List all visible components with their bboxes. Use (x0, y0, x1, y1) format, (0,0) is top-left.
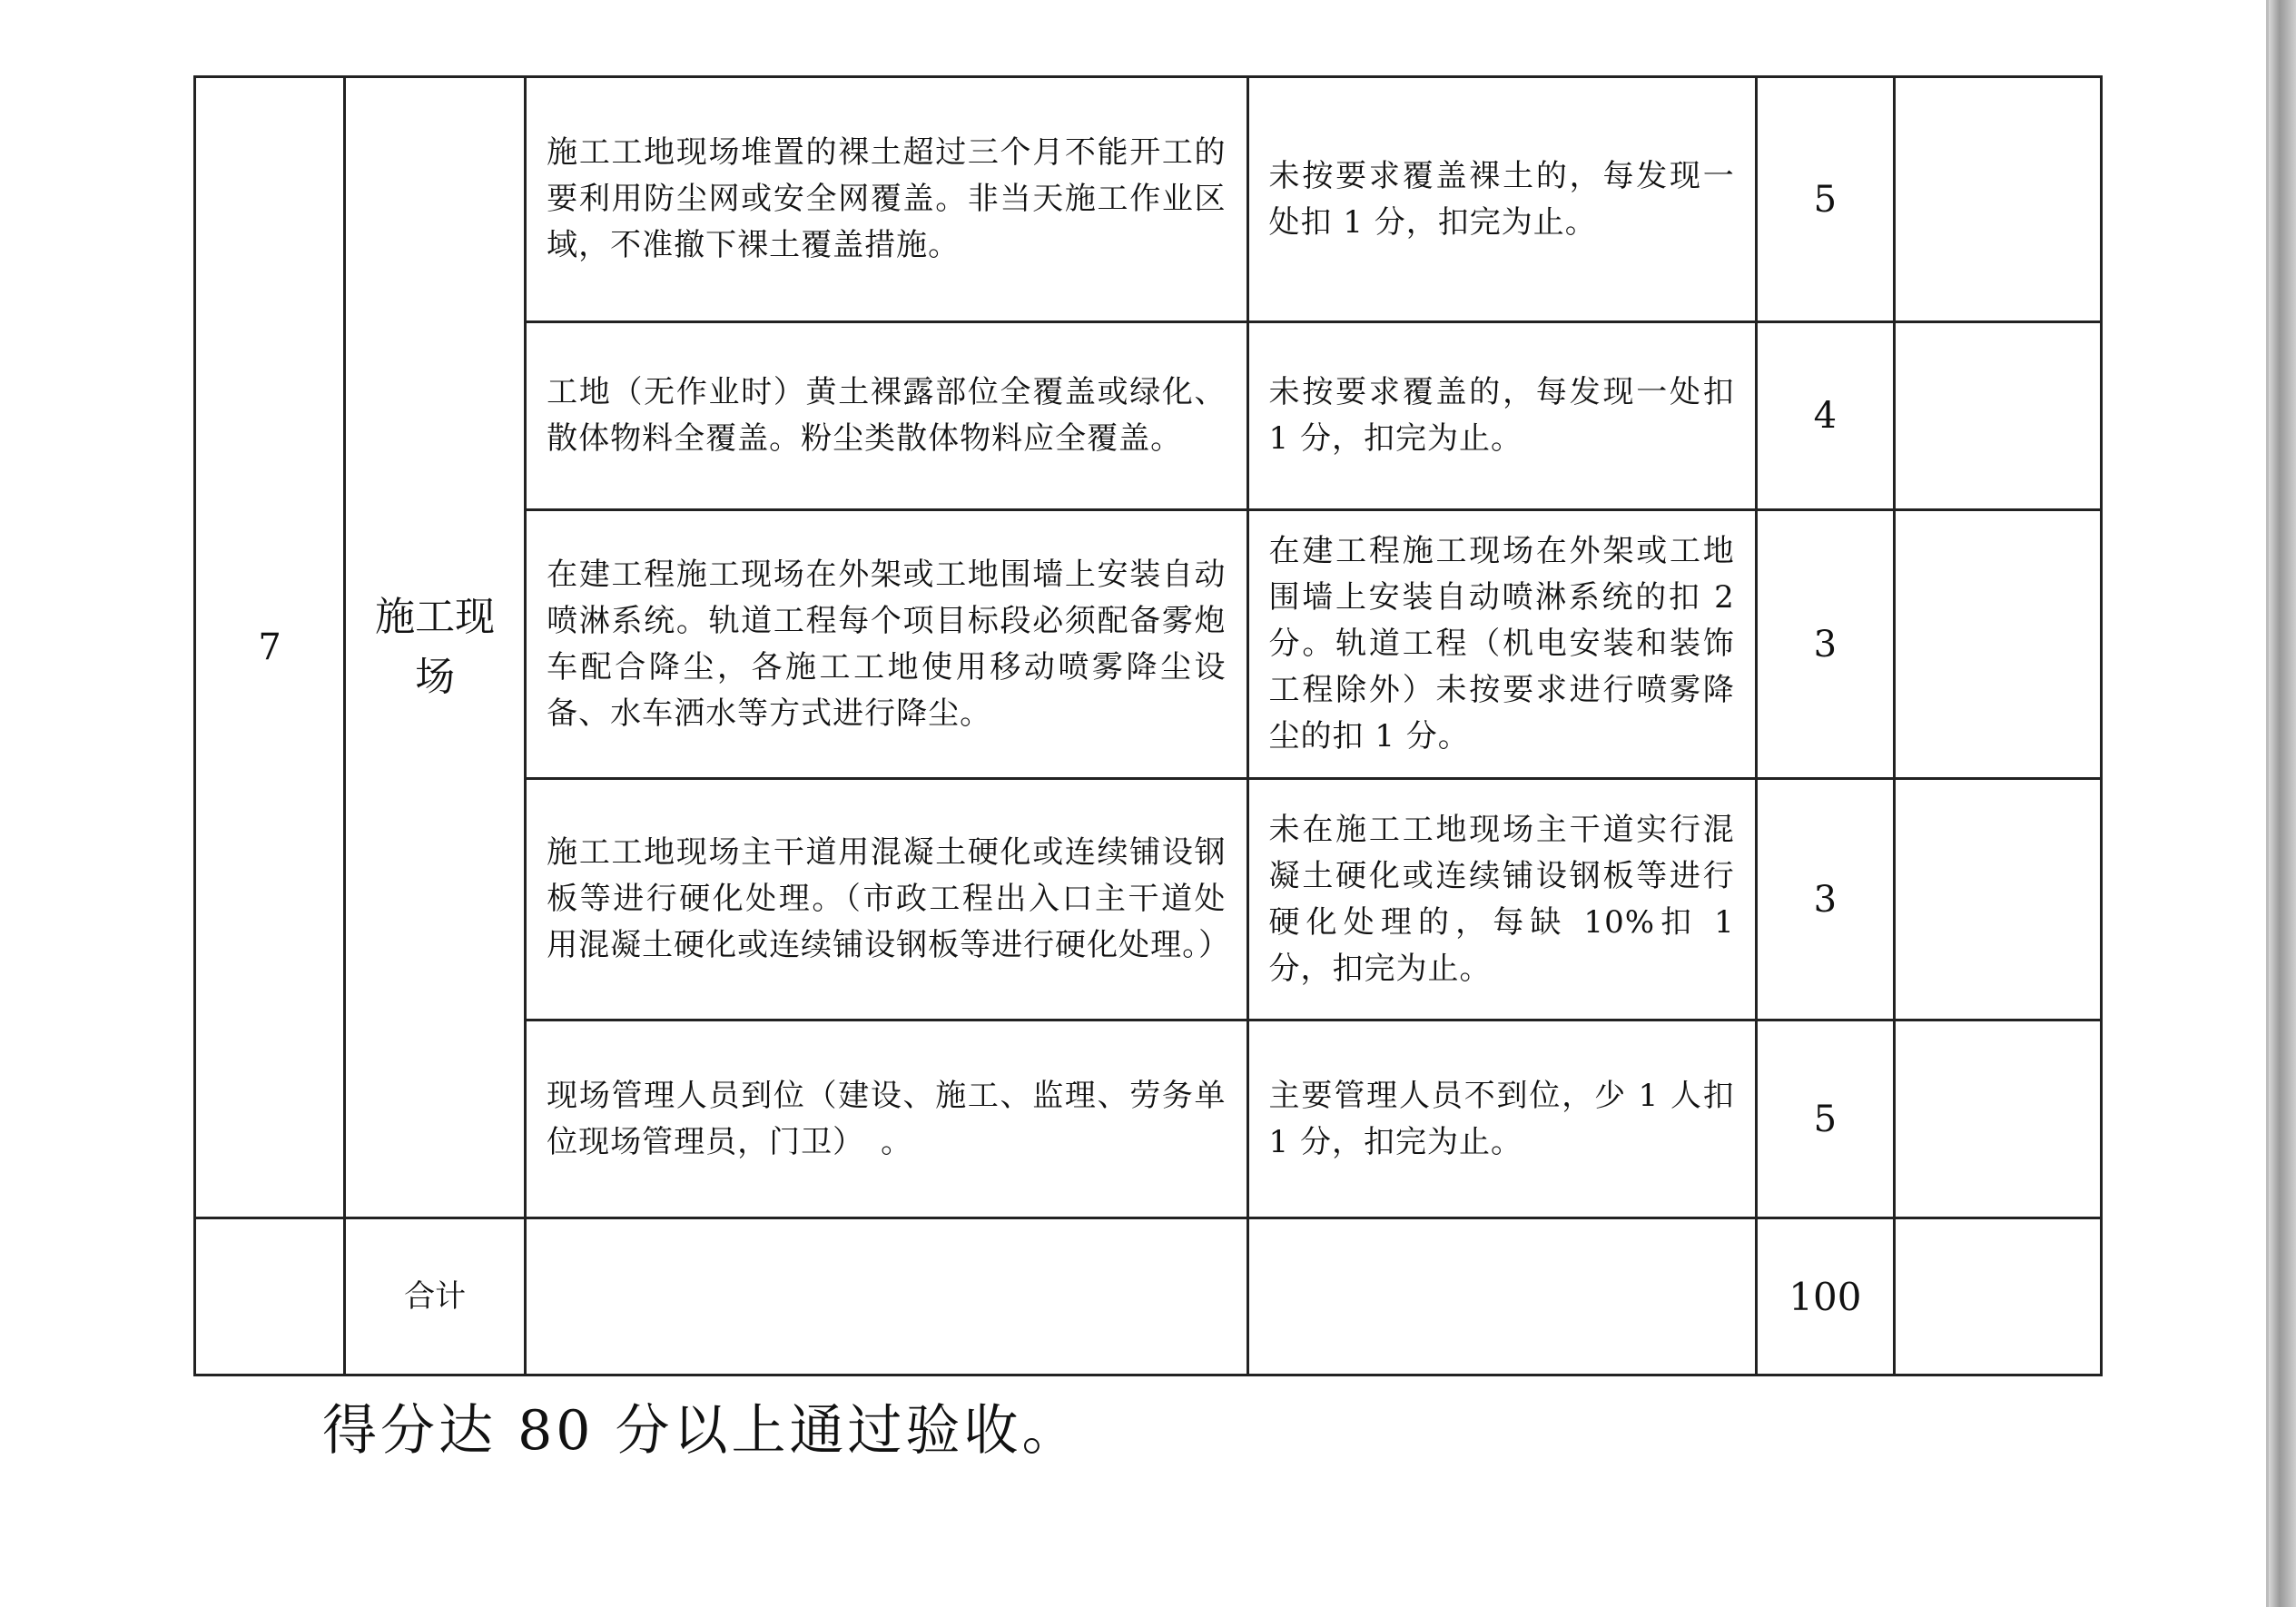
total-label: 合计 (404, 1278, 467, 1315)
inspection-score-table (193, 75, 2103, 1376)
standard-text: 现场管理人员到位（建设、施工、监理、劳务单位现场管理员，门卫） 。 (547, 1077, 1227, 1160)
deduction-text: 未按要求覆盖的，每发现一处扣 1 分，扣完为止。 (1268, 374, 1735, 457)
standard-text: 工地（无作业时）黄土裸露部位全覆盖或绿化、散体物料全覆盖。粉尘类散体物料应全覆盖。 (547, 374, 1227, 457)
score-cell (1894, 510, 2101, 779)
points-value: 5 (1813, 178, 1838, 221)
total-points-cell (1756, 1218, 1894, 1375)
points-cell (1756, 322, 1894, 510)
points-value: 3 (1813, 623, 1838, 665)
total-value: 100 (1789, 1274, 1862, 1319)
points-value: 3 (1813, 878, 1838, 921)
section-category-cell (345, 77, 526, 1218)
score-cell (1894, 779, 2101, 1020)
pass-criteria-note: 得分达 80 分以上通过验收。 (322, 1399, 1080, 1463)
standard-cell (526, 77, 1247, 322)
section-number: 7 (258, 626, 281, 668)
points-value: 4 (1813, 395, 1838, 437)
total-score-cell (1894, 1218, 2101, 1375)
page-binding-edge (2269, 0, 2296, 1607)
standard-cell (526, 322, 1247, 510)
section-number-cell (195, 77, 345, 1218)
total-label-cell (345, 1218, 526, 1375)
deduction-text: 未在施工工地现场主干道实行混凝土硬化或连续铺设钢板等进行硬化处理的，每缺 10%扣 1 分，扣完为止。 (1268, 811, 1735, 987)
deduction-text: 未按要求覆盖裸土的，每发现一处扣 1 分，扣完为止。 (1268, 157, 1735, 241)
deduction-cell (1247, 1020, 1756, 1218)
deduction-text: 主要管理人员不到位，少 1 人扣 1 分，扣完为止。 (1268, 1077, 1735, 1160)
standard-cell (526, 779, 1247, 1020)
standard-text: 在建工程施工现场在外架或工地围墙上安装自动喷淋系统。轨道工程每个项目标段必须配备雾炮车配合降尘，各施工工地使用移动喷雾降尘设备、水车洒水等方式进行降尘。 (547, 556, 1227, 732)
total-standard-cell (526, 1218, 1247, 1375)
standard-cell (526, 510, 1247, 779)
section-category: 施工现场 (375, 594, 496, 700)
points-value: 5 (1813, 1098, 1838, 1140)
deduction-text: 在建工程施工现场在外架或工地围墙上安装自动喷淋系统的扣 2 分。轨道工程（机电安装和装饰工程除外）未按要求进行喷雾降尘的扣 1 分。 (1268, 533, 1735, 754)
standard-text: 施工工地现场堆置的裸土超过三个月不能开工的要利用防尘网或安全网覆盖。非当天施工作业区域，不准撤下裸土覆盖措施。 (547, 134, 1227, 263)
deduction-cell (1247, 77, 1756, 322)
score-cell (1894, 77, 2101, 322)
standard-cell (526, 1020, 1247, 1218)
table-row (195, 77, 2102, 322)
total-deduction-cell (1247, 1218, 1756, 1375)
standard-text: 施工工地现场主干道用混凝土硬化或连续铺设钢板等进行硬化处理。（市政工程出入口主干道处用混凝土硬化或连续铺设钢板等进行硬化处理。） (547, 834, 1231, 963)
deduction-cell (1247, 510, 1756, 779)
score-cell (1894, 322, 2101, 510)
deduction-cell (1247, 322, 1756, 510)
total-row (195, 1218, 2102, 1375)
score-cell (1894, 1020, 2101, 1218)
points-cell (1756, 1020, 1894, 1218)
points-cell (1756, 77, 1894, 322)
total-number-cell (195, 1218, 345, 1375)
deduction-cell (1247, 779, 1756, 1020)
points-cell (1756, 510, 1894, 779)
points-cell (1756, 779, 1894, 1020)
